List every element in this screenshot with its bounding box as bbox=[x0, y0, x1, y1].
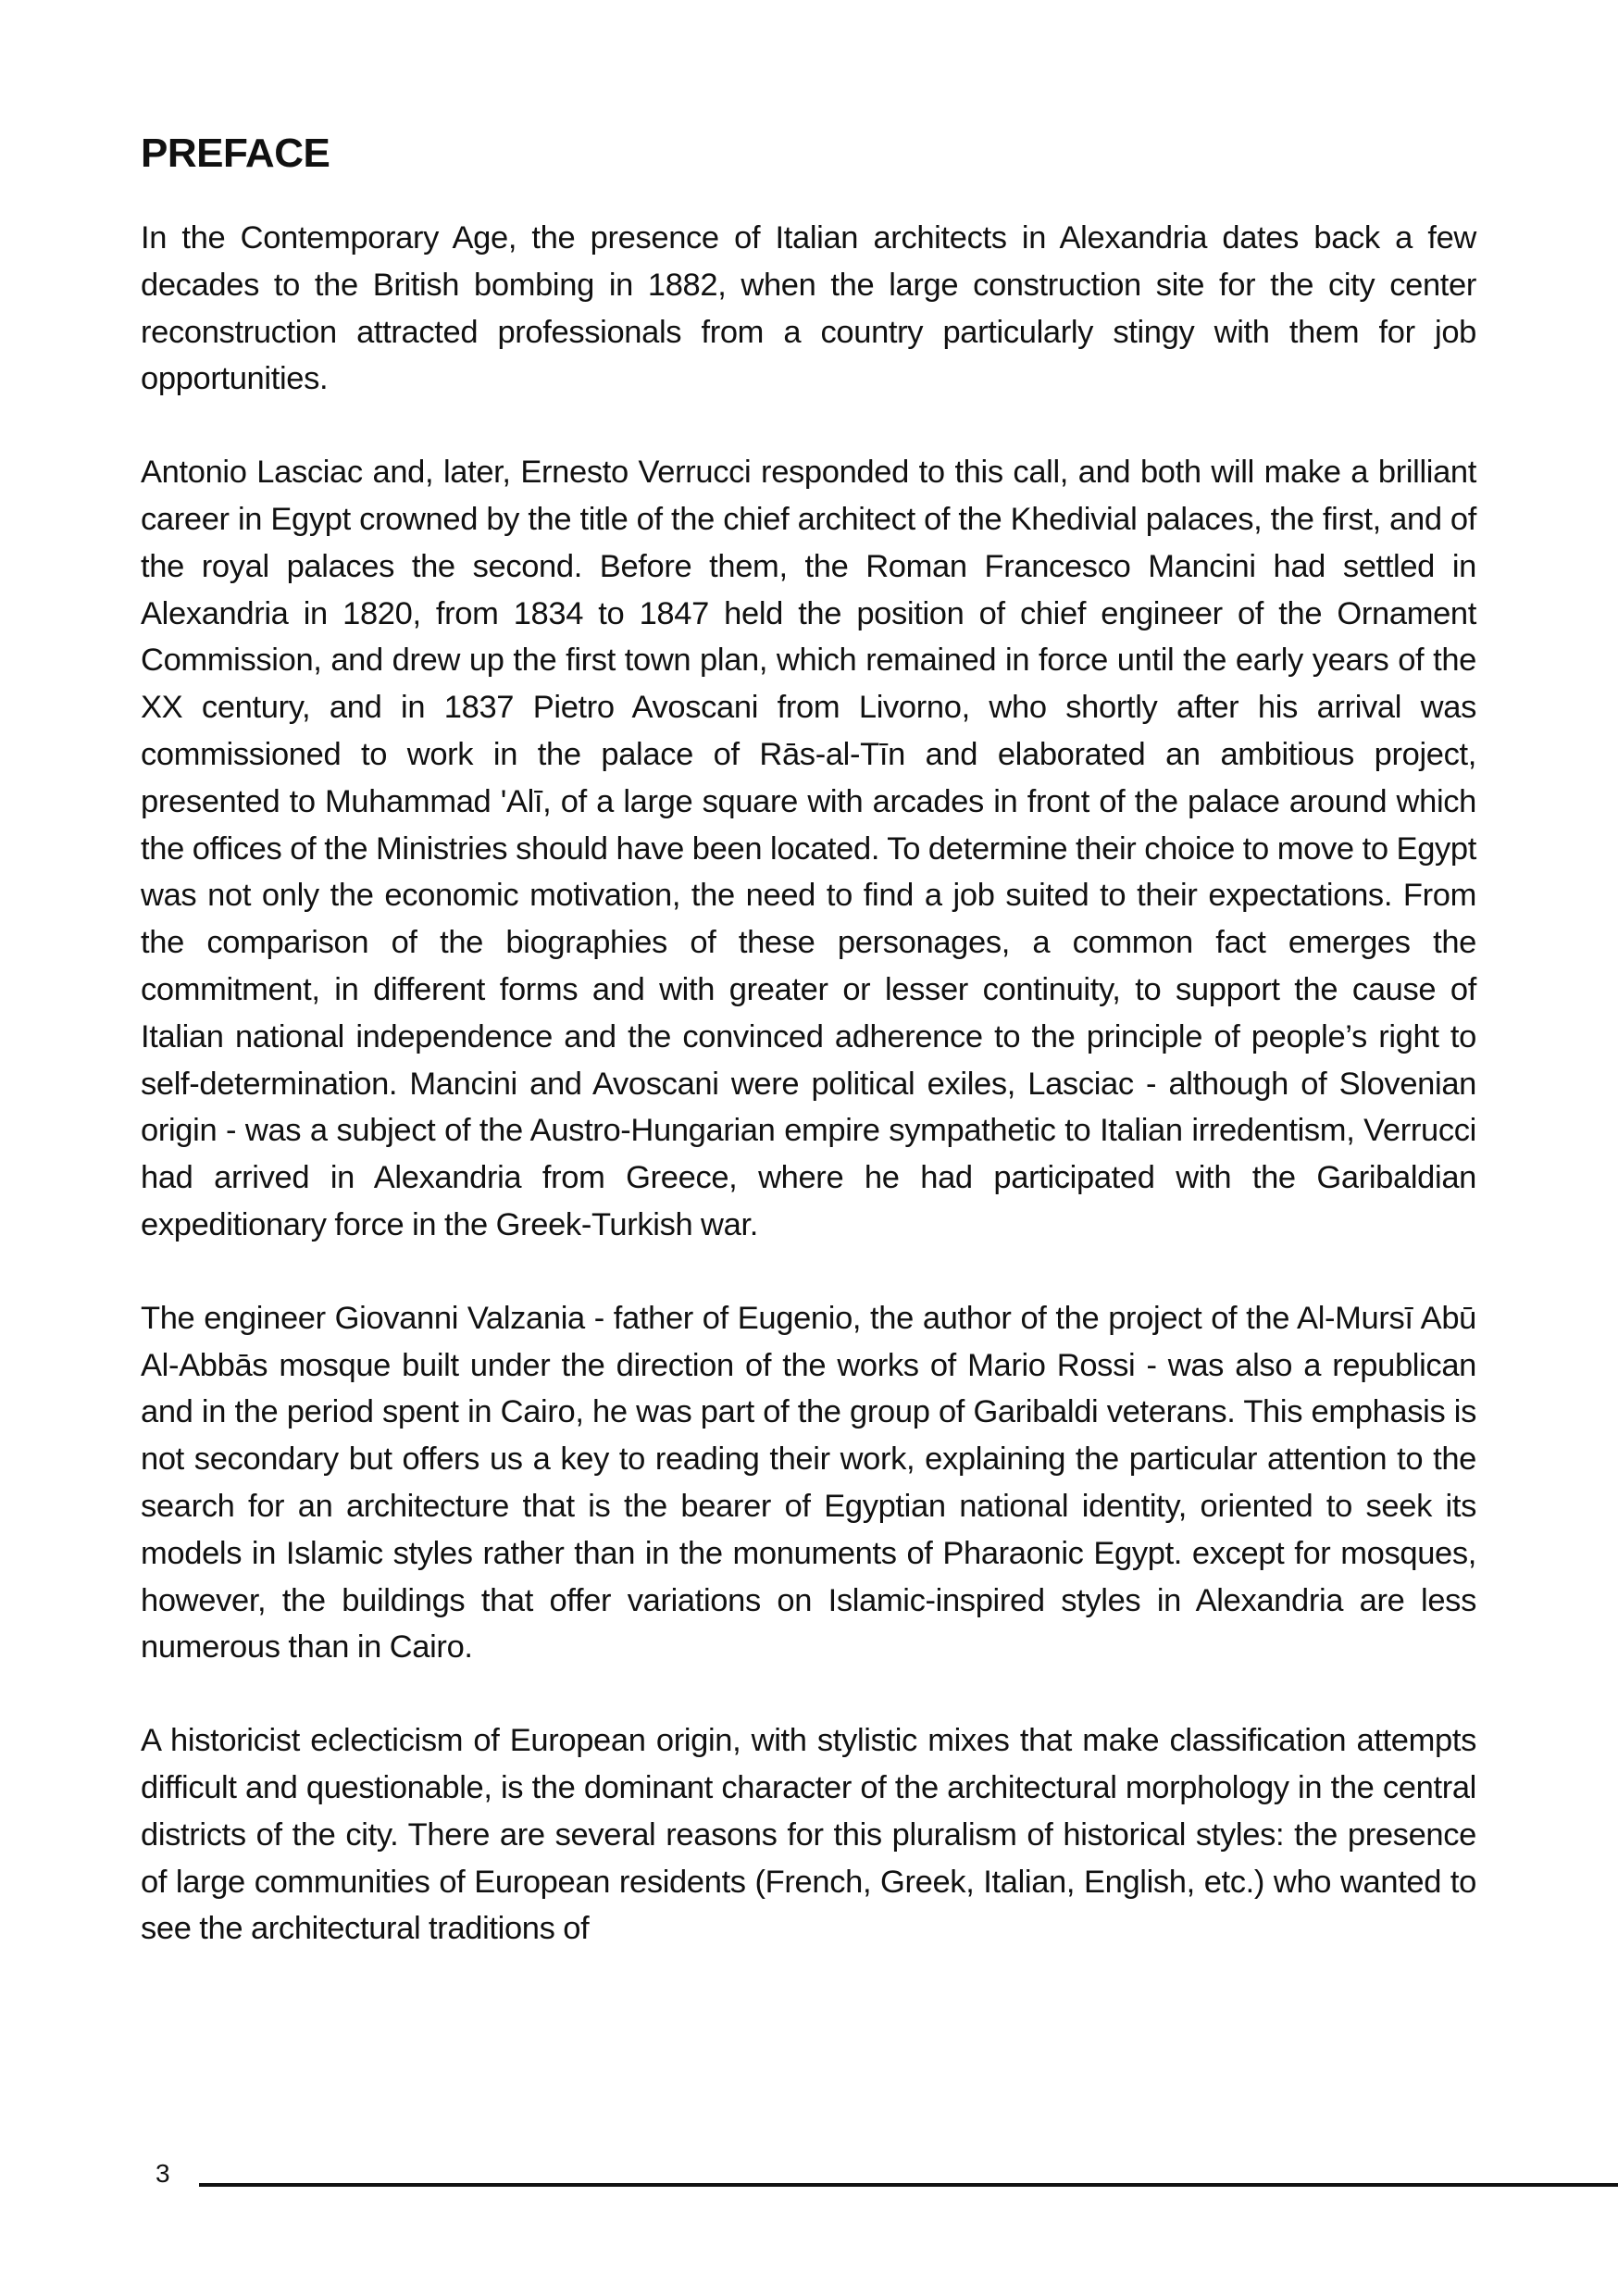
footer-rule bbox=[199, 2183, 1618, 2187]
page-title: PREFACE bbox=[141, 131, 330, 176]
paragraph-4: A historicist eclecticism of European origin, with stylistic mixes that make classification attempts difficult and questionable, is the dominant character of the architectural morphology in the central districts of the city. There are several reasons for this pluralism of historical styles: the presence of large communities of European residents (French, Greek, Italian, English, etc.) who wanted to see the architectural traditions of bbox=[141, 1723, 1476, 1947]
paragraph-3: The engineer Giovanni Valzania - father of Eugenio, the author of the project of the Al-Mursī Abū Al-Abbās mosque built under the direction of the works of Mario Rossi - was also a republican and in the period spent in Cairo, he was part of the group of Garibaldi veterans. This emphasis is not secondary but offers us a key to reading their work, explaining the particular attention to the search for an architecture that is the bearer of Egyptian national identity, oriented to seek its models in Islamic styles rather than in the monuments of Pharaonic Egypt. except for mosques, however, the buildings that offer variations on Islamic-inspired styles in Alexandria are less numerous than in Cairo. bbox=[141, 1300, 1476, 1666]
body-text bbox=[141, 215, 1476, 1999]
page-number: 3 bbox=[156, 2159, 170, 2188]
paragraph-1: In the Contemporary Age, the presence of Italian architects in Alexandria dates back a few decades to the British bombing in 1882, when the large construction site for the city center reconstruction attracted professionals from a country particularly stingy with them for job opportunities. bbox=[141, 220, 1476, 397]
paragraph-2: Antonio Lasciac and, later, Ernesto Verrucci responded to this call, and both will make a brilliant career in Egypt crowned by the title of the chief architect of the Khedivial palaces, the first, and of the royal palaces the second. Before them, the Roman Francesco Mancini had settled in Alexandria in 1820, from 1834 to 1847 held the position of chief engineer of the Ornament Commission, and drew up the first town plan, which remained in force until the early years of the XX century, and in 1837 Pietro Avoscani from Livorno, who shortly after his arrival was commissioned to work in the palace of Rās-al-Tīn and elaborated an ambitious project, presented to Muhammad 'Alī, of a large square with arcades in front of the palace around which the offices of the Ministries should have been located. To determine their choice to move to Egypt was not only the economic motivation, the need to find a job suited to their expectations. From the comparison of the biographies of these personages, a common fact emerges the commitment, in different forms and with greater or lesser continuity, to support the cause of Italian national independence and the convinced adherence to the principle of people’s right to self-determination. Mancini and Avoscani were political exiles, Lasciac - although of Slovenian origin - was a subject of the Austro-Hungarian empire sympathetic to Italian irredentism, Verrucci had arrived in Alexandria from Greece, where he had participated with the Garibaldian expeditionary force in the Greek-Turkish war. bbox=[141, 455, 1476, 1242]
